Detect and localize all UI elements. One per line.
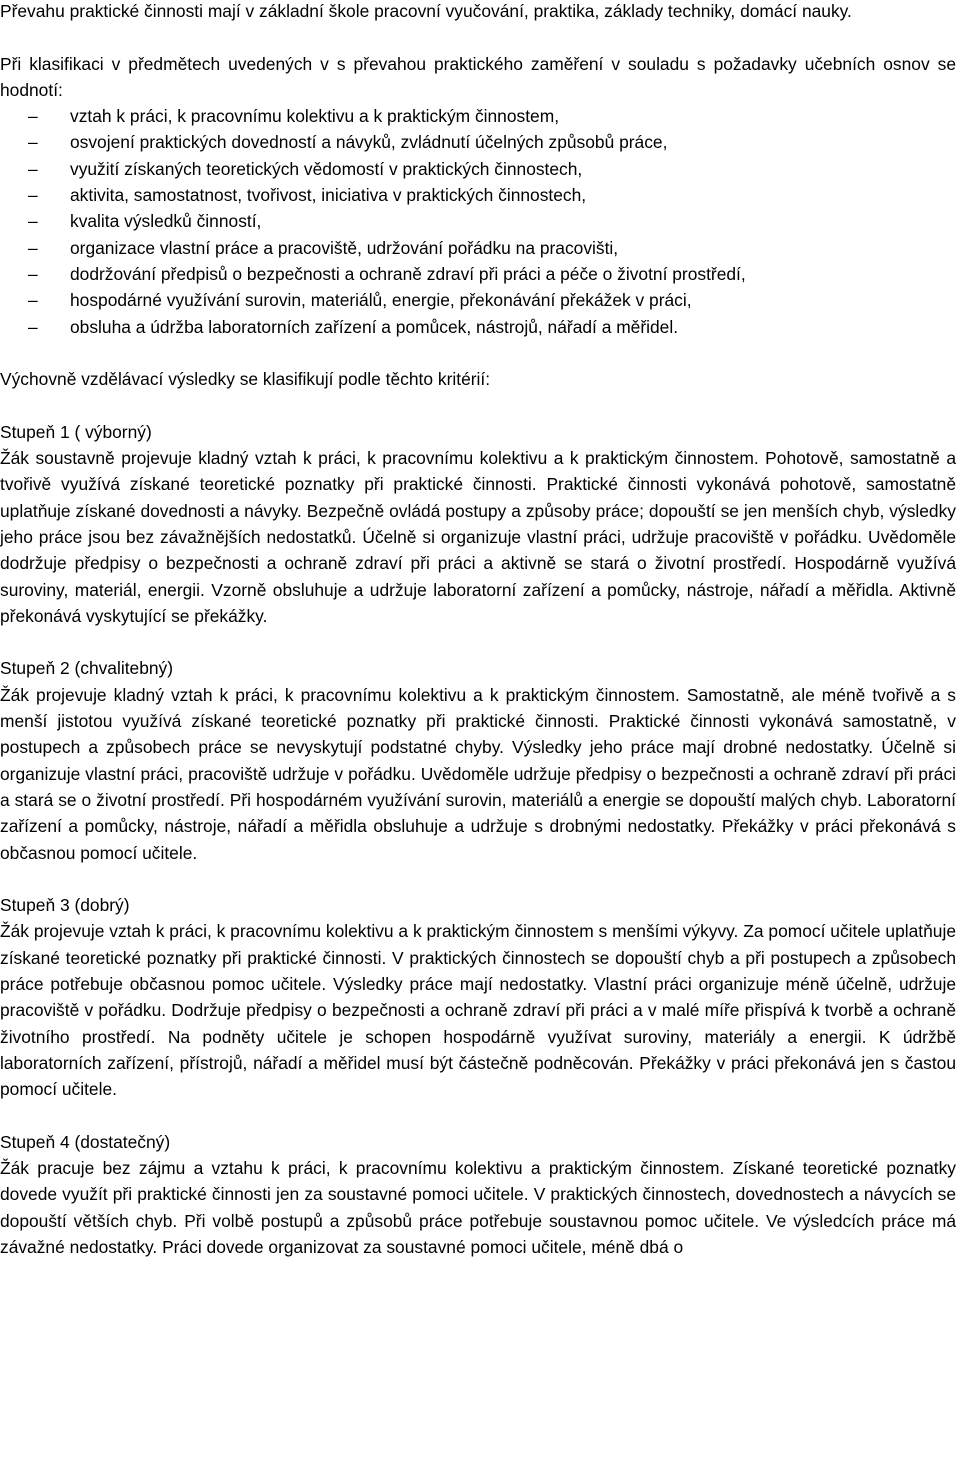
- spacer: [0, 629, 956, 655]
- criteria-item: [0, 103, 956, 129]
- criteria-item: [0, 182, 956, 208]
- spacer: [0, 340, 956, 366]
- grade-title: Stupeň 4 (dostatečný): [0, 1131, 171, 1152]
- criteria-item: [0, 314, 956, 340]
- dash-bullet: –: [28, 316, 38, 337]
- criteria-item: [0, 235, 956, 261]
- criteria-item: [0, 287, 956, 313]
- spacer: [0, 866, 956, 892]
- criteria-text: dodržování předpisů o bezpečnosti a ochraně zdraví při práci a péče o životní prostředí,: [70, 263, 746, 284]
- outcomes-lead: Výchovně vzdělávací výsledky se klasifikují podle těchto kritérií:: [0, 369, 491, 390]
- grade-section: [0, 892, 956, 1102]
- dash-bullet: –: [28, 211, 38, 232]
- intro-paragraph: Převahu praktické činnosti mají v základní škole pracovní vyučování, praktika, základy techniky, domácí nauky.: [0, 1, 852, 21]
- grade-title: Stupeň 1 ( výborný): [0, 421, 152, 442]
- criteria-text: aktivita, samostatnost, tvořivost, iniciativa v praktických činnostech,: [70, 185, 587, 206]
- grade-title: Stupeň 2 (chvalitebný): [0, 658, 174, 679]
- grade-description: Žák projevuje kladný vztah k práci, k pracovnímu kolektivu a k praktickým činnostem. Samostatně, ale méně tvořivě a s menší jistotou využívá získané teoretické poznatky při praktické činnosti. Praktické činnosti vykonává samostatně, v postupech a způsobech práce se nevyskytují podstatné chyby. Výsledky jeho práce mají drobné nedostatky. Účelně si organizuje vlastní práci, pracoviště udržuje v pořádku. Uvědoměle udržuje předpisy o bezpečnosti a ochraně zdraví při práci a stará se o životní prostředí. Při hospodárném využívání surovin, materiálů a energie se dopouští malých chyb. Laboratorní zařízení a pomůcky, nástroje, nářadí a měřidla obsluhuje a udržuje s drobnými nedostatky. Překážky v práci překonává s občasnou pomocí učitele.: [0, 684, 956, 863]
- dash-bullet: –: [28, 185, 38, 206]
- criteria-item: [0, 261, 956, 287]
- criteria-text: organizace vlastní práce a pracoviště, udržování pořádku na pracovišti,: [70, 237, 619, 258]
- criteria-text: osvojení praktických dovedností a návyků, zvládnutí účelných způsobů práce,: [70, 132, 668, 153]
- dash-bullet: –: [28, 237, 38, 258]
- criteria-text: využití získaných teoretických vědomostí v praktických činnostech,: [70, 158, 583, 179]
- criteria-text: obsluha a údržba laboratorních zařízení a pomůcek, nástrojů, nářadí a měřidel.: [70, 316, 679, 337]
- dash-bullet: –: [28, 290, 38, 311]
- dash-bullet: –: [28, 132, 38, 153]
- grade-section: [0, 1129, 956, 1260]
- criteria-item: [0, 208, 956, 234]
- classification-lead: Při klasifikaci v předmětech uvedených v s převahou praktického zaměření v souladu s požadavky učebních osnov se hodnotí:: [0, 53, 956, 100]
- grade-title: Stupeň 3 (dobrý): [0, 895, 130, 916]
- spacer: [0, 1102, 956, 1128]
- criteria-item: [0, 129, 956, 155]
- dash-bullet: –: [28, 158, 38, 179]
- criteria-item: [0, 156, 956, 182]
- grade-description: Žák projevuje vztah k práci, k pracovnímu kolektivu a k praktickým činnostem s menšími výkyvy. Za pomocí učitele uplatňuje získané teoretické poznatky při praktické činnosti. V praktických činnostech se dopouští chyb a při postupech a způsobech práce potřebuje občasnou pomoc učitele. Výsledky práce mají nedostatky. Vlastní práci organizuje méně účelně, udržuje pracoviště v pořádku. Dodržuje předpisy o bezpečnosti a ochraně zdraví při práci a v malé míře přispívá k tvorbě a ochraně životního prostředí. Na podněty učitele je schopen hospodárně využívat suroviny, materiály a energii. K údržbě laboratorních zařízení, přístrojů, nářadí a měřidel musí být částečně podněcován. Překážky v práci překonává jen s častou pomocí učitele.: [0, 921, 956, 1100]
- dash-bullet: –: [28, 106, 38, 127]
- spacer: [0, 24, 956, 50]
- spacer: [0, 392, 956, 418]
- criteria-text: hospodárné využívání surovin, materiálů, energie, překonávání překážek v práci,: [70, 290, 692, 311]
- grade-description: Žák soustavně projevuje kladný vztah k práci, k pracovnímu kolektivu a k praktickým činnostem. Pohotově, samostatně a tvořivě využívá získané teoretické poznatky při praktické činnosti. Praktické činnosti vykonává pohotově, samostatně uplatňuje získané dovednosti a návyky. Bezpečně ovládá postupy a způsoby práce; dopouští se jen menších chyb, výsledky jeho práce jsou bez závažnějších nedostatků. Účelně si organizuje vlastní práci, udržuje pracoviště v pořádku. Uvědoměle dodržuje předpisy o bezpečnosti a ochraně zdraví při práci a aktivně se stará o životní prostředí. Hospodárně využívá suroviny, materiál, energii. Vzorně obsluhuje a udržuje laboratorní zařízení a pomůcky, nástroje, nářadí a měřidla. Aktivně překonává vyskytující se překážky.: [0, 448, 956, 626]
- criteria-text: kvalita výsledků činností,: [70, 211, 262, 232]
- grade-section: [0, 419, 956, 629]
- dash-bullet: –: [28, 263, 38, 284]
- grade-description: Žák pracuje bez zájmu a vztahu k práci, k pracovnímu kolektivu a praktickým činnostem. Získané teoretické poznatky dovede využít při praktické činnosti jen za soustavné pomoci učitele. V praktických činnostech, dovednostech a návycích se dopouští větších chyb. Při volbě postupů a způsobů práce potřebuje soustavnou pomoc učitele. Ve výsledcích práce má závažné nedostatky. Práci dovede organizovat za soustavné pomoci učitele, méně dbá o: [0, 1158, 956, 1257]
- grade-section: [0, 655, 956, 865]
- criteria-text: vztah k práci, k pracovnímu kolektivu a k praktickým činnostem,: [70, 106, 560, 127]
- criteria-list: [0, 103, 956, 340]
